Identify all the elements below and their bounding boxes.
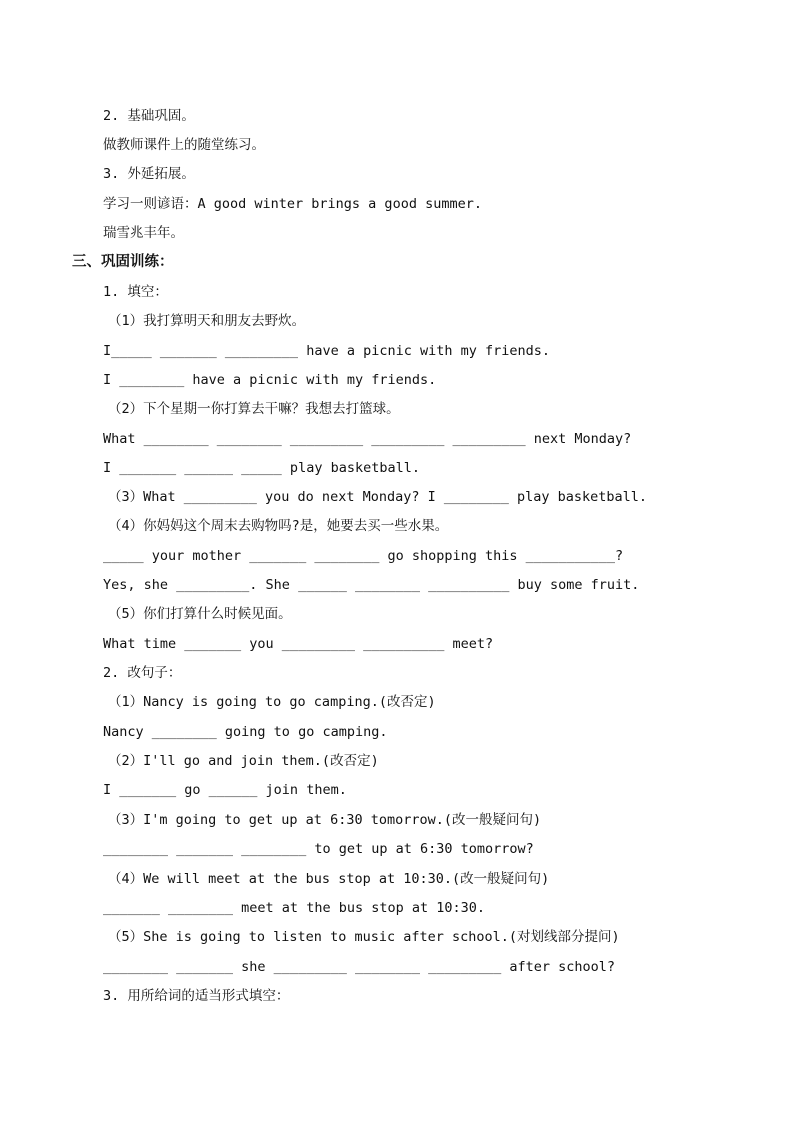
section-basic-consolidation: 2. 基础巩固。 (103, 108, 195, 124)
rewrite-1-prompt: （1）Nancy is going to go camping.(改否定) (108, 694, 436, 710)
rewrite-5-prompt: （5）She is going to listen to music after school.(对划线部分提问) (108, 929, 620, 945)
proverb-line: 学习一则谚语：A good winter brings a good summer. (103, 196, 482, 212)
rewrite-3-answer: ________ _______ ________ to get up at 6:30 tomorrow? (103, 841, 534, 857)
question-2-line-2: I _______ ______ _____ play basketball. (103, 460, 420, 476)
rewrite-4-answer: _______ ________ meet at the bus stop at 10:30. (103, 900, 486, 916)
question-1-line-1: I_____ _______ _________ have a picnic with my friends. (103, 343, 551, 359)
question-4-line-2: Yes, she _________. She ______ ________ __________ buy some fruit. (103, 577, 640, 593)
question-3-line: （3）What _________ you do next Monday? I ________ play basketball. (108, 489, 648, 505)
text-line: 做教师课件上的随堂练习。 (103, 137, 265, 153)
exercise-heading-fill-in: 1. 填空： (103, 284, 168, 300)
section-heading-consolidation-training: 三、巩固训练： (72, 253, 174, 270)
rewrite-3-prompt: （3）I'm going to get up at 6:30 tomorrow.(改一般疑问句) (108, 812, 542, 828)
rewrite-1-answer: Nancy ________ going to go camping. (103, 724, 388, 740)
exercise-heading-word-forms: 3. 用所给词的适当形式填空： (103, 988, 290, 1004)
question-1-prompt: （1）我打算明天和朋友去野炊。 (108, 313, 306, 329)
question-5-prompt: （5）你们打算什么时候见面。 (108, 606, 292, 622)
question-2-prompt: （2）下个星期一你打算去干嘛？我想去打篮球。 (108, 401, 400, 417)
question-4-line-1: _____ your mother _______ ________ go shopping this ___________? (103, 548, 624, 564)
question-5-line: What time _______ you _________ __________ meet? (103, 636, 494, 652)
question-1-line-2: I ________ have a picnic with my friends. (103, 372, 437, 388)
exercise-heading-rewrite: 2. 改句子： (103, 665, 182, 681)
rewrite-2-answer: I _______ go ______ join them. (103, 782, 347, 798)
section-extension: 3. 外延拓展。 (103, 166, 195, 182)
rewrite-4-prompt: （4）We will meet at the bus stop at 10:30.(改一般疑问句) (108, 871, 550, 887)
question-4-prompt: （4）你妈妈这个周末去购物吗?是，她要去买一些水果。 (108, 518, 449, 534)
rewrite-5-answer: ________ _______ she _________ ________ _________ after school? (103, 959, 616, 975)
rewrite-2-prompt: （2）I'll go and join them.(改否定) (108, 753, 379, 769)
proverb-translation: 瑞雪兆丰年。 (103, 225, 184, 241)
question-2-line-1: What ________ ________ _________ _________ _________ next Monday? (103, 431, 632, 447)
